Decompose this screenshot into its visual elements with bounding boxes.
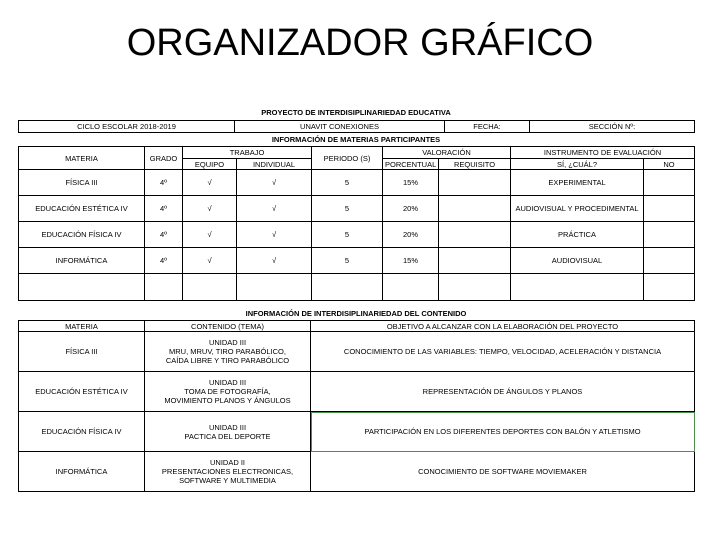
cell-equipo: √: [183, 196, 237, 222]
col-trabajo: TRABAJO: [183, 147, 312, 159]
cell-equipo: √: [183, 248, 237, 274]
cell-requisito: [439, 196, 511, 222]
cell-requisito: [439, 170, 511, 196]
cell-contenido: [145, 452, 311, 492]
cell-periodo: 5: [312, 196, 383, 222]
content-line: UNIDAD III: [208, 422, 247, 432]
cell-no: [644, 248, 695, 274]
cell-periodo: 5: [312, 222, 383, 248]
cell-periodo: 5: [312, 248, 383, 274]
cell-porcentual: 15%: [383, 248, 439, 274]
project-name: UNAVIT CONEXIONES: [235, 121, 445, 133]
col-valoracion: VALORACIÓN: [383, 147, 511, 159]
cell-requisito: [439, 222, 511, 248]
cell-si-cual: PRÁCTICA: [511, 222, 644, 248]
col-instrumento: INSTRUMENTO DE EVALUACIÓN: [511, 147, 695, 159]
table-row: [19, 170, 695, 196]
cell-si-cual: AUDIOVISUAL: [511, 248, 644, 274]
cell-contenido: [145, 332, 311, 372]
school-cycle: CICLO ESCOLAR 2018-2019: [19, 121, 235, 133]
content-line: UNIDAD III: [208, 378, 247, 387]
content-line: PRESENTACIONES ELECTRONICAS,: [161, 467, 294, 476]
cell-si-cual: AUDIOVISUAL Y PROCEDIMENTAL: [511, 196, 644, 222]
header-table: [18, 120, 695, 133]
col-objetivo: OBJETIVO A ALCANZAR CON LA ELABORACIÓN DEL PROYECTO: [311, 321, 695, 332]
cell-porcentual: 20%: [383, 222, 439, 248]
col-materia: MATERIA: [19, 147, 145, 170]
table-row: [19, 196, 695, 222]
cell-grado: 4º: [145, 248, 183, 274]
cell-materia: INFORMÁTICA: [19, 452, 145, 492]
cell-materia: EDUCACIÓN FÍSICA IV: [19, 412, 145, 452]
content-line: CAÍDA LIBRE Y TIRO PARABÓLICO: [165, 356, 290, 365]
cell-objetivo: CONOCIMIENTO DE SOFTWARE MOVIEMAKER: [311, 452, 695, 492]
cell-grado: 4º: [145, 196, 183, 222]
cell-individual: √: [237, 248, 312, 274]
date-field-label: FECHA:: [445, 121, 530, 133]
cell-objetivo: REPRESENTACIÓN DE ÁNGULOS Y PLANOS: [311, 372, 695, 412]
col-periodo: PERIODO (S): [312, 147, 383, 170]
content-line: UNIDAD III: [208, 338, 247, 347]
cell-porcentual: 15%: [383, 170, 439, 196]
table-row: [19, 222, 695, 248]
table-row: [19, 412, 695, 452]
col-si-cual: SÍ, ¿CUÁL?: [511, 159, 644, 170]
col-contenido: CONTENIDO (TEMA): [145, 321, 311, 332]
cell-individual: √: [237, 196, 312, 222]
content-line: MOVIMIENTO PLANOS Y ÁNGULOS: [164, 396, 291, 405]
subjects-table: [18, 146, 695, 301]
cell-objetivo: PARTICIPACIÓN EN LOS DIFERENTES DEPORTES CON BALÓN Y ATLETISMO: [311, 412, 695, 452]
cell-si-cual: EXPERIMENTAL: [511, 170, 644, 196]
cell-contenido: [145, 372, 311, 412]
cell-requisito: [439, 248, 511, 274]
col-porcentual: PORCENTUAL: [383, 159, 439, 170]
content-line: UNIDAD II: [209, 458, 245, 467]
col-individual: INDIVIDUAL: [237, 159, 312, 170]
col-grado: GRADO: [145, 147, 183, 170]
subjects-section-title: INFORMACIÓN DE MATERIAS PARTICIPANTES: [271, 135, 441, 144]
cell-porcentual: 20%: [383, 196, 439, 222]
table-row: [19, 452, 695, 492]
cell-materia: EDUCACIÓN FÍSICA IV: [19, 222, 145, 248]
cell-materia: EDUCACIÓN ESTÉTICA IV: [19, 196, 145, 222]
cell-grado: 4º: [145, 222, 183, 248]
col-equipo: EQUIPO: [183, 159, 237, 170]
content-section-title: INFORMACIÓN DE INTERDISIPLINARIEDAD DEL CONTENIDO: [245, 309, 467, 318]
cell-equipo: √: [183, 170, 237, 196]
cell-individual: √: [237, 222, 312, 248]
cell-equipo: √: [183, 222, 237, 248]
cell-materia: EDUCACIÓN ESTÉTICA IV: [19, 372, 145, 412]
cell-materia: FÍSICA III: [19, 332, 145, 372]
cell-contenido: [145, 412, 311, 452]
table-row: [19, 332, 695, 372]
project-sheet: [18, 106, 694, 492]
cell-periodo: 5: [312, 170, 383, 196]
section-field-label: SECCIÓN Nº:: [530, 121, 695, 133]
content-line: SOFTWARE Y MULTIMEDIA: [179, 476, 276, 485]
cell-no: [644, 170, 695, 196]
content-table: [18, 320, 695, 492]
cell-objetivo: CONOCIMIENTO DE LAS VARIABLES: TIEMPO, VELOCIDAD, ACELERACIÓN Y DISTANCIA: [311, 332, 695, 372]
table-row: [19, 248, 695, 274]
table-row: [19, 372, 695, 412]
col-no: NO: [644, 159, 695, 170]
project-title: PROYECTO DE INTERDISIPLINARIEDAD EDUCATIVA: [261, 108, 451, 117]
content-line: MRU, MRUV, TIRO PARABÓLICO,: [169, 347, 286, 356]
cell-individual: √: [237, 170, 312, 196]
col-requisito: REQUISITO: [439, 159, 511, 170]
col-materia: MATERIA: [19, 321, 145, 332]
slide-title: ORGANIZADOR GRÁFICO: [126, 22, 594, 64]
table-row-empty: [19, 274, 695, 301]
cell-materia: FÍSICA III: [19, 170, 145, 196]
content-line: TOMA DE FOTOGRAFÍA,: [184, 387, 271, 396]
cell-materia: INFORMÁTICA: [19, 248, 145, 274]
cell-no: [644, 222, 695, 248]
content-line: PACTICA DEL DEPORTE: [184, 431, 271, 441]
cell-no: [644, 196, 695, 222]
cell-grado: 4º: [145, 170, 183, 196]
